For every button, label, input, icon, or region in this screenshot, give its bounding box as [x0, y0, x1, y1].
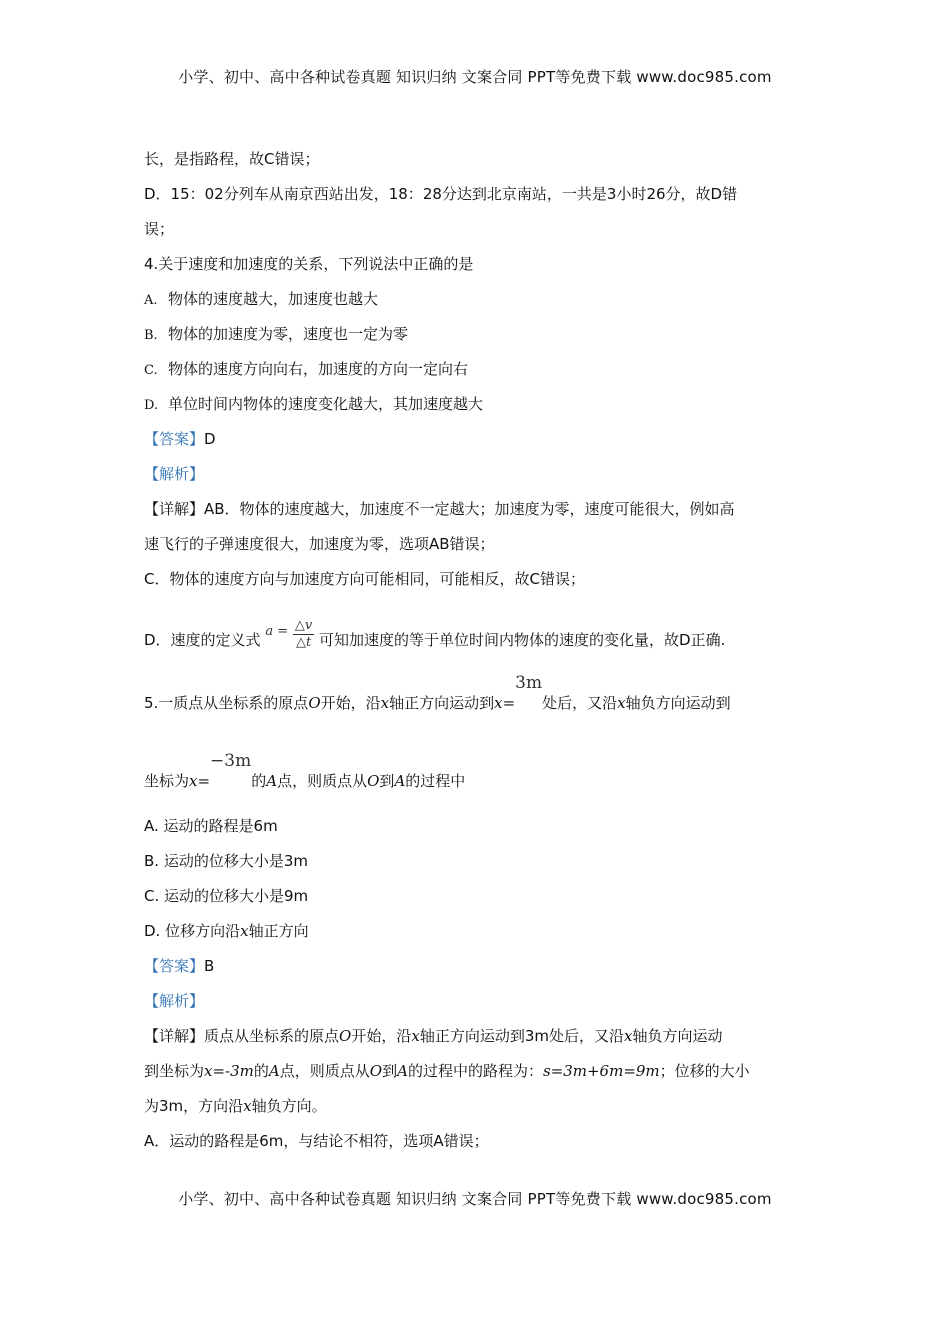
option-letter: A. — [144, 293, 158, 308]
math-value: −3m — [210, 751, 252, 771]
math-value: 3m — [515, 673, 543, 693]
text-line: 速飞行的子弹速度很大，加速度为零，选项AB错误； — [144, 535, 495, 553]
text-segment: ；位移的大小 — [659, 1062, 750, 1080]
analysis-tag: 【解析】 — [144, 992, 205, 1010]
math-symbol: O — [369, 1062, 383, 1080]
math-symbol: A — [266, 772, 278, 790]
math-symbol: A — [397, 1062, 408, 1080]
text-segment: D．速度的定义式 — [144, 631, 261, 649]
text-line: 误； — [144, 220, 175, 238]
text-segment: 开始，沿 — [351, 1027, 412, 1045]
text-segment: 的过程中 — [405, 772, 466, 790]
text-segment: 轴正方向运动到3m处后，又沿 — [419, 1027, 624, 1045]
option-letter: B. — [144, 328, 158, 343]
text-line: 【详解】AB．物体的速度越大，加速度不一定越大；加速度为零，速度可能很大，例如高 — [144, 500, 735, 518]
option-text: 物体的速度方向向右，加速度的方向一定向右 — [168, 360, 469, 378]
formula-line-content — [144, 618, 726, 659]
option-text: 单位时间内物体的速度变化越大，其加速度越大 — [168, 395, 484, 413]
page-header: 小学、初中、高中各种试卷真题 知识归纳 文案合同 PPT等免费下载 www.doc985.com — [178, 68, 772, 86]
math-symbol: A — [394, 772, 406, 790]
text-segment: 5.一质点从坐标系的原点 — [144, 694, 309, 712]
question-4-analysis-tag — [144, 457, 810, 492]
line-content — [144, 751, 466, 799]
math-symbol: x — [617, 694, 626, 712]
formula-numerator: △v — [294, 618, 313, 633]
option-text: 物体的加速度为零，速度也一定为零 — [168, 325, 409, 343]
math-symbol: x — [623, 1027, 633, 1045]
formula-denominator: △t — [295, 635, 312, 650]
question-5-option-a: A. 运动的路程是6m — [144, 817, 278, 835]
text-segment: 的 — [253, 1062, 269, 1080]
text-line: A．运动的路程是6m，与结论不相符，选项A错误； — [144, 1132, 489, 1150]
text-segment: 轴负方向。 — [251, 1097, 327, 1115]
math-symbol: O — [367, 772, 380, 790]
math-symbol: x — [380, 694, 390, 712]
text-segment: 点，则质点从 — [279, 1062, 370, 1080]
question-5-stem-line-1 — [144, 659, 810, 731]
option-letter: C. — [144, 363, 158, 378]
math-symbol: O — [308, 694, 321, 712]
question-4-answer — [144, 422, 810, 457]
question-4-option-c — [144, 352, 810, 387]
question-4-option-d — [144, 387, 810, 422]
text-segment: 点，则质点从 — [277, 772, 368, 790]
text-segment: 到 — [382, 1062, 398, 1080]
question-5-analysis-tag — [144, 984, 810, 1019]
text-segment: D. 位移方向沿 — [144, 922, 241, 940]
text-line: C．物体的速度方向与加速度方向可能相同，可能相反，故C错误； — [144, 570, 585, 588]
math-symbol: x= — [494, 694, 516, 712]
text-line: 长，是指路程，故C错误； — [144, 150, 320, 168]
document-body — [144, 142, 810, 1159]
spacer — [144, 801, 810, 809]
formula-fraction — [293, 618, 314, 651]
question-5-option-b: B. 运动的位移大小是3m — [144, 852, 308, 870]
answer-tag: 【答案】 — [144, 430, 205, 448]
analysis-tag: 【解析】 — [144, 465, 205, 483]
math-expression: x=-3m — [204, 1062, 254, 1080]
math-symbol: x — [243, 1097, 252, 1115]
text-segment: 可知加速度的等于单位时间内物体的速度的变化量，故D正确. — [319, 631, 726, 649]
text-segment: 开始，沿 — [320, 694, 381, 712]
question-5-option-c: C. 运动的位移大小是9m — [144, 887, 309, 905]
text-segment: 的过程中的路程为： — [407, 1062, 543, 1080]
text-segment: 到坐标为 — [144, 1062, 205, 1080]
text-segment: 轴负方向运动 — [632, 1027, 723, 1045]
question-5-answer — [144, 949, 810, 984]
question-5-stem-line-2 — [144, 731, 810, 801]
math-expression: s=3m+6m=9m — [542, 1062, 660, 1080]
math-symbol: x — [411, 1027, 420, 1045]
text-line — [144, 1019, 810, 1054]
text-line — [144, 1054, 810, 1089]
formula-lhs: a = — [265, 624, 289, 639]
page-footer: 小学、初中、高中各种试卷真题 知识归纳 文案合同 PPT等免费下载 www.doc985.com — [178, 1190, 772, 1208]
math-symbol: x — [240, 922, 249, 940]
text-line — [144, 1089, 810, 1124]
text-segment: 的 — [251, 772, 267, 790]
text-line: D．15：02分列车从南京西站出发，18：28分达到北京南站，一共是3小时26分，故D错 — [144, 185, 738, 203]
text-segment: 为3m，方向沿 — [144, 1097, 244, 1115]
text-segment: 【详解】质点从坐标系的原点 — [144, 1027, 340, 1045]
answer-value: D — [204, 430, 216, 448]
text-segment: 到 — [379, 772, 395, 790]
question-4-option-b — [144, 317, 810, 352]
answer-tag: 【答案】 — [144, 957, 205, 975]
line-content — [144, 673, 731, 721]
option-letter: D. — [144, 398, 159, 413]
answer-value: B — [204, 957, 215, 975]
text-segment: 轴负方向运动到 — [625, 694, 731, 712]
math-symbol: x= — [189, 772, 211, 790]
question-4-option-a — [144, 282, 810, 317]
text-segment: 处后，又沿 — [542, 694, 618, 712]
text-segment: 轴正方向运动到 — [389, 694, 495, 712]
question-5-option-d — [144, 914, 810, 949]
question-4-stem: 4.关于速度和加速度的关系，下列说法中正确的是 — [144, 255, 474, 273]
option-text: 物体的速度越大，加速度也越大 — [168, 290, 379, 308]
text-segment: 轴正方向 — [248, 922, 309, 940]
formula-line — [144, 597, 810, 659]
math-symbol: A — [268, 1062, 280, 1080]
text-segment: 坐标为 — [144, 772, 190, 790]
math-symbol: O — [339, 1027, 352, 1045]
